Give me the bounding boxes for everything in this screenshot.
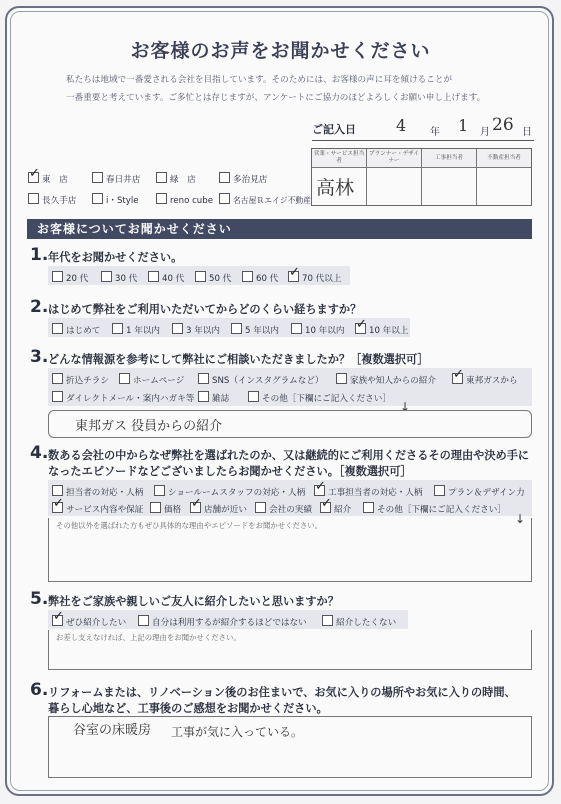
store-option[interactable] [219,172,267,185]
q6-answer-line-1: 谷室の床暖房 [73,723,152,738]
checkbox[interactable] [119,373,130,384]
q5-number: 5. [30,589,49,609]
store-label: 春日井店 [106,175,141,185]
checkbox[interactable] [156,193,167,204]
checkbox-checked[interactable] [452,373,463,384]
option-label: 会社の実績 [269,505,312,515]
arrow-down-icon: ↓ [400,400,411,414]
q4-option[interactable] [255,502,312,515]
store-option[interactable] [92,193,139,206]
q3-option[interactable] [198,391,229,404]
checkbox[interactable] [242,271,253,282]
checkbox-checked[interactable] [355,323,366,334]
q1-number: 1. [30,245,49,265]
option-label: プラン＆デザイン力 [448,488,525,498]
option-label: 40 代 [162,274,185,284]
staff-construction-cell[interactable] [422,168,476,205]
staff-col-realestate [477,149,531,205]
q4-option[interactable] [52,485,143,498]
q5-option[interactable] [52,615,126,628]
year-value[interactable]: 4 [396,116,407,135]
store-option[interactable] [219,193,311,206]
day-unit: 日 [522,127,532,138]
checkbox-checked[interactable] [28,172,39,183]
q6-text-line-2: 暮らし心地など、工事後のご感想をお聞かせください。 [48,702,328,715]
q4-option[interactable] [320,502,351,515]
q1-text: 年代をお聞かせください。 [48,251,183,264]
staff-realestate-cell[interactable] [477,168,531,205]
checkbox[interactable] [336,373,347,384]
store-option[interactable] [156,193,213,206]
staff-sales-cell[interactable] [312,168,366,205]
option-label: 60 代 [256,274,279,284]
store-option[interactable] [28,193,76,206]
q2-number: 2. [30,297,49,317]
q4-option[interactable] [52,502,143,515]
q2-option[interactable] [172,323,220,336]
intro-line-1: 私たちは地域で一番愛される会社を目指しています。そのためには、お客様の声に耳を傾けることが [66,75,453,85]
checkbox[interactable] [231,323,242,334]
q3-option[interactable] [52,373,109,386]
option-label: その他［下欄にご記入ください］ [262,394,391,404]
q6-text-line-1: リフォームまたは、リノベーション後のお住まいで、お気に入りの場所やお気に入りの時間、 [48,686,516,699]
store-label: 多治見店 [233,175,268,185]
q4-option[interactable] [154,485,305,498]
option-label: 3 年以内 [186,326,220,336]
option-label: ショールームスタッフの対応・人柄 [168,488,306,498]
checkbox[interactable] [138,615,149,626]
q3-option[interactable] [452,373,518,386]
q1-option[interactable] [101,271,137,284]
q4-number: 4. [30,443,49,463]
option-label: 30 代 [115,274,138,284]
section-header: お客様についてお聞かせください [27,219,532,239]
q3-answer-box[interactable] [48,410,532,438]
q4-option[interactable] [150,502,181,515]
checkbox[interactable] [148,271,159,282]
month-value[interactable]: 1 [458,116,469,135]
q6-answer-line-2: 工事が気に入っている。 [171,725,304,739]
checkbox[interactable] [322,615,333,626]
option-label: 1 年以内 [126,326,160,336]
option-label: 50 代 [209,274,232,284]
q2-option[interactable] [52,323,100,336]
option-label: 20 代 [66,274,89,284]
q4-hint: その他以外を選ばれた方もぜひ具体的な理由やエピソードをお聞かせください。 [56,521,323,530]
option-label: ダイレクトメール・案内ハガキ等 [66,394,195,404]
staff-table [311,148,532,206]
checkbox[interactable] [154,485,165,496]
option-label: その他［下欄にご記入ください］ [377,505,506,515]
q6-number: 6. [30,680,49,700]
checkbox[interactable] [112,323,123,334]
checkbox[interactable] [52,373,63,384]
q2-text: はじめて弊社をご利用いただいてからどのくらい経ちますか？ [48,303,362,316]
q5-text: 弊社をご家族や親しいご友人に紹介したいと思いますか？ [48,595,339,608]
q5-option[interactable] [322,615,396,628]
q1-option[interactable] [242,271,278,284]
checkbox[interactable] [172,323,183,334]
q3-option[interactable] [119,373,184,386]
option-label: はじめて [66,326,101,336]
staff-col-planner [367,149,422,205]
q3-option[interactable] [52,391,194,404]
staff-col-sales [312,149,367,205]
checkbox[interactable] [219,193,230,204]
checkbox[interactable] [52,271,63,282]
store-option[interactable] [28,172,68,185]
store-label: 長久手店 [42,196,77,206]
option-label: SNS（インスタグラムなど） [212,376,324,386]
staff-col-construction [422,149,477,205]
checkbox[interactable] [92,172,103,183]
q2-option[interactable] [355,323,408,336]
store-option[interactable] [156,172,196,185]
checkbox-checked[interactable] [288,271,299,282]
staff-header-planner: プランナー・デザイナー [367,149,421,168]
q1-option[interactable] [148,271,184,284]
option-label: 家族や知人からの紹介 [350,376,436,386]
checkbox[interactable] [195,271,206,282]
page-title: お客様のお声をお聞かせください [130,40,431,62]
checkbox-checked[interactable] [314,485,325,496]
q3-option[interactable] [198,373,324,386]
q5-option[interactable] [138,615,307,628]
day-value[interactable]: 26 [492,115,514,135]
option-label: 紹介 [334,505,352,515]
option-label: 10 年以内 [305,326,345,336]
date-label: ご記入日 [312,123,356,136]
store-label: reno cube [170,196,213,206]
q2-option[interactable] [291,323,344,336]
option-label: ホームページ [133,376,185,386]
store-label: 緑 店 [170,175,196,185]
q4-option[interactable] [434,485,525,498]
q4-option[interactable] [363,502,506,515]
option-label: 紹介したくない [336,618,397,628]
q1-option[interactable] [288,271,341,284]
checkbox[interactable] [219,172,230,183]
store-option[interactable] [92,172,140,185]
q1-option[interactable] [52,271,88,284]
checkbox[interactable] [52,485,63,496]
checkbox[interactable] [52,391,63,402]
option-label: 東邦ガスから [466,376,518,386]
intro-line-2: 一番重要と考えています。ご多忙とは存じますが、アンケートにご協力のほどよろしくお願い申し上げます。 [66,93,486,103]
checkbox-checked[interactable] [52,615,63,626]
q3-option[interactable] [248,391,391,404]
q4-text-line-1: 数ある会社の中からなぜ弊社を選ばれたのか、又は継続的にご利用くださるその理由や決め手に [48,449,530,462]
store-label: i・Style [106,196,139,206]
option-label: ぜひ紹介したい [66,618,127,628]
option-label: 10 年以上 [369,326,409,336]
option-label: 雑誌 [212,394,230,404]
q1-option[interactable] [195,271,231,284]
store-label: 東 店 [42,175,68,185]
staff-planner-cell[interactable] [367,168,421,205]
option-label: 価格 [164,505,182,515]
option-label: 工事担当者の対応・人柄 [328,488,423,498]
option-label: 折込チラシ [66,376,109,386]
checkbox[interactable] [52,323,63,334]
option-label: 担当者の対応・人柄 [66,488,144,498]
option-label: 自分は利用するが紹介するほどではない [152,618,307,628]
option-label: 5 年以内 [245,326,279,336]
option-label: 70 代以上 [302,274,342,284]
q2-option[interactable] [231,323,279,336]
option-label: 店舗が近い [204,505,247,515]
q4-text-line-2: なったエピソードなどございましたらお聞かせください。［複数選択可］ [48,465,412,478]
q3-answer-text: 東邦ガス 役員からの紹介 [75,419,223,434]
checkbox-checked[interactable] [190,502,201,513]
q5-hint: お差し支えなければ、上記の理由をお聞かせください。 [56,633,241,642]
checkbox[interactable] [434,485,445,496]
date-row [312,115,534,141]
checkbox[interactable] [92,193,103,204]
checkbox[interactable] [28,193,39,204]
checkbox[interactable] [291,323,302,334]
checkbox[interactable] [198,391,209,402]
arrow-down-icon: ↓ [515,512,526,526]
q3-option[interactable] [336,373,436,386]
q3-text: どんな情報源を参考にして弊社にご相談いただきましたか？［複数選択可］ [48,353,429,366]
checkbox[interactable] [255,502,266,513]
year-unit: 年 [430,127,440,138]
staff-header-sales: 営業・サービス担当者 [312,149,366,168]
checkbox[interactable] [363,502,374,513]
q3-number: 3. [30,347,49,367]
q2-option[interactable] [112,323,160,336]
checkbox[interactable] [101,271,112,282]
checkbox-checked[interactable] [320,502,331,513]
staff-header-construction: 工事担当者 [422,149,476,168]
q4-option[interactable] [190,502,247,515]
staff-sales-value: 高林 [316,177,355,199]
checkbox[interactable] [150,502,161,513]
checkbox[interactable] [198,373,209,384]
store-label: 名古屋Ｒエイジ不動産 [233,196,311,205]
checkbox[interactable] [248,391,259,402]
month-unit: 月 [480,127,490,138]
staff-header-realestate: 不動産担当者 [477,149,531,168]
q6-answer-box[interactable] [48,716,532,778]
checkbox-checked[interactable] [52,502,63,513]
checkbox[interactable] [156,172,167,183]
option-label: サービス内容や保証 [66,505,144,515]
